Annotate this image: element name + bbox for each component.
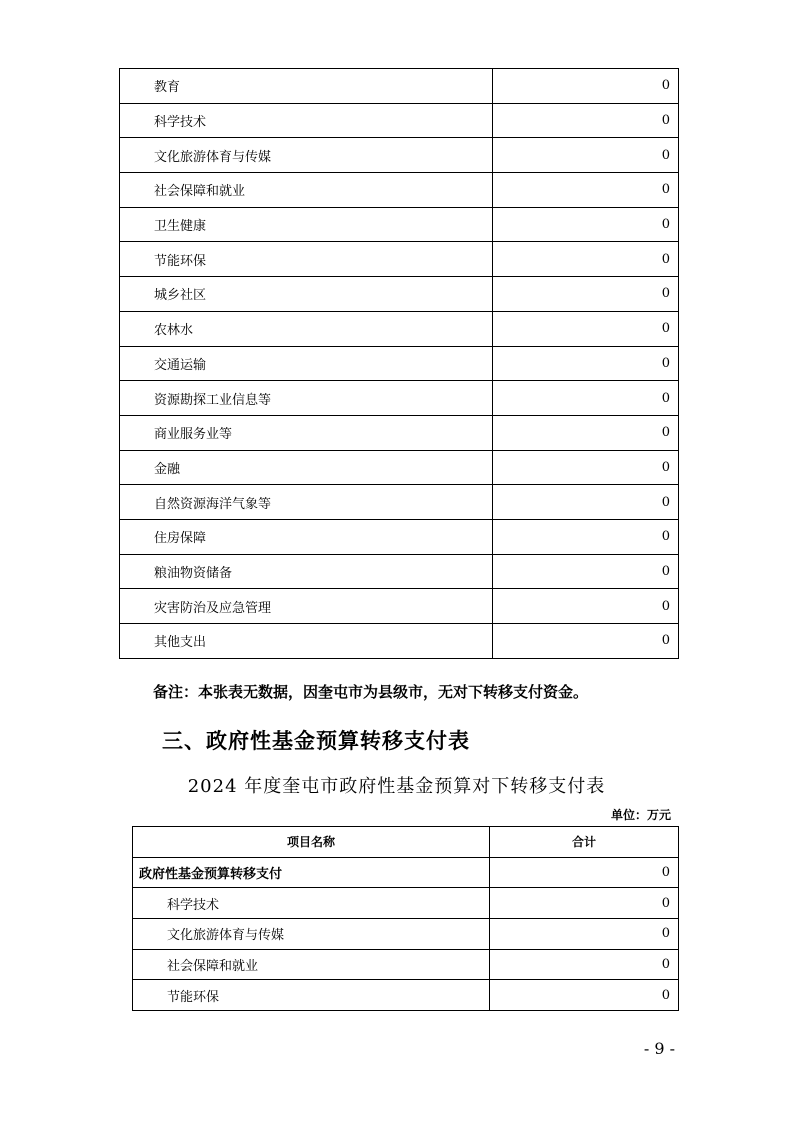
row-value: 0 — [493, 173, 679, 208]
row-value: 0 — [493, 624, 679, 659]
row-name: 农林水 — [120, 311, 493, 346]
row-name: 节能环保 — [120, 242, 493, 277]
table-row — [133, 888, 679, 919]
row-name: 其他支出 — [120, 624, 493, 659]
table-row — [120, 554, 679, 589]
row-name: 金融 — [120, 450, 493, 485]
table-row — [133, 919, 679, 950]
table-row — [120, 450, 679, 485]
row-name: 交通运输 — [120, 346, 493, 381]
row-name: 灾害防治及应急管理 — [120, 589, 493, 624]
row-value: 0 — [493, 242, 679, 277]
table-row — [133, 949, 679, 980]
table-row — [120, 485, 679, 520]
row-value: 0 — [493, 207, 679, 242]
page-number: - 9 - — [643, 1039, 675, 1058]
column-header-name: 项目名称 — [133, 827, 490, 858]
table-row — [120, 311, 679, 346]
row-name: 商业服务业等 — [120, 415, 493, 450]
table-row — [120, 138, 679, 173]
row-value: 0 — [493, 519, 679, 554]
table-title: 2024 年度奎屯市政府性基金预算对下转移支付表 — [187, 776, 606, 797]
table-row — [120, 103, 679, 138]
row-value: 0 — [490, 919, 679, 950]
table-row — [120, 173, 679, 208]
row-name: 自然资源海洋气象等 — [120, 485, 493, 520]
table-row — [120, 415, 679, 450]
row-name: 节能环保 — [133, 980, 490, 1011]
table-row — [120, 69, 679, 104]
row-value: 0 — [493, 69, 679, 104]
table-row — [120, 589, 679, 624]
row-value: 0 — [490, 888, 679, 919]
row-name: 科学技术 — [120, 103, 493, 138]
row-value: 0 — [490, 949, 679, 980]
table-row — [120, 381, 679, 416]
row-name: 文化旅游体育与传媒 — [133, 919, 490, 950]
table-row — [120, 346, 679, 381]
row-value: 0 — [493, 138, 679, 173]
row-value: 0 — [493, 381, 679, 416]
row-value: 0 — [493, 589, 679, 624]
fund-transfer-table — [132, 826, 679, 1011]
row-value: 0 — [493, 485, 679, 520]
row-name: 城乡社区 — [120, 277, 493, 312]
row-name: 粮油物资储备 — [120, 554, 493, 589]
row-name: 文化旅游体育与传媒 — [120, 138, 493, 173]
row-value: 0 — [493, 450, 679, 485]
row-name: 资源勘探工业信息等 — [120, 381, 493, 416]
row-value: 0 — [493, 311, 679, 346]
row-value: 0 — [493, 346, 679, 381]
row-name: 卫生健康 — [120, 207, 493, 242]
row-name: 住房保障 — [120, 519, 493, 554]
row-name: 教育 — [120, 69, 493, 104]
row-value: 0 — [493, 277, 679, 312]
table-row — [133, 980, 679, 1011]
row-name: 社会保障和就业 — [120, 173, 493, 208]
table-row — [120, 242, 679, 277]
row-value: 0 — [493, 554, 679, 589]
row-name: 社会保障和就业 — [133, 949, 490, 980]
table-header-row — [133, 827, 679, 858]
section-title: 三、政府性基金预算转移支付表 — [162, 729, 470, 753]
table-note: 备注：本张表无数据，因奎屯市为县级市，无对下转移支付资金。 — [153, 683, 589, 701]
general-transfer-table — [119, 68, 679, 659]
unit-label: 单位：万元 — [610, 808, 671, 822]
column-header-total: 合计 — [490, 827, 679, 858]
row-value: 0 — [493, 103, 679, 138]
total-row — [133, 857, 679, 888]
row-value: 0 — [493, 415, 679, 450]
table-row — [120, 519, 679, 554]
row-value: 0 — [490, 980, 679, 1011]
table-row — [120, 624, 679, 659]
table-row — [120, 207, 679, 242]
total-row-value: 0 — [490, 857, 679, 888]
row-name: 科学技术 — [133, 888, 490, 919]
total-row-name: 政府性基金预算转移支付 — [133, 857, 490, 888]
table-row — [120, 277, 679, 312]
